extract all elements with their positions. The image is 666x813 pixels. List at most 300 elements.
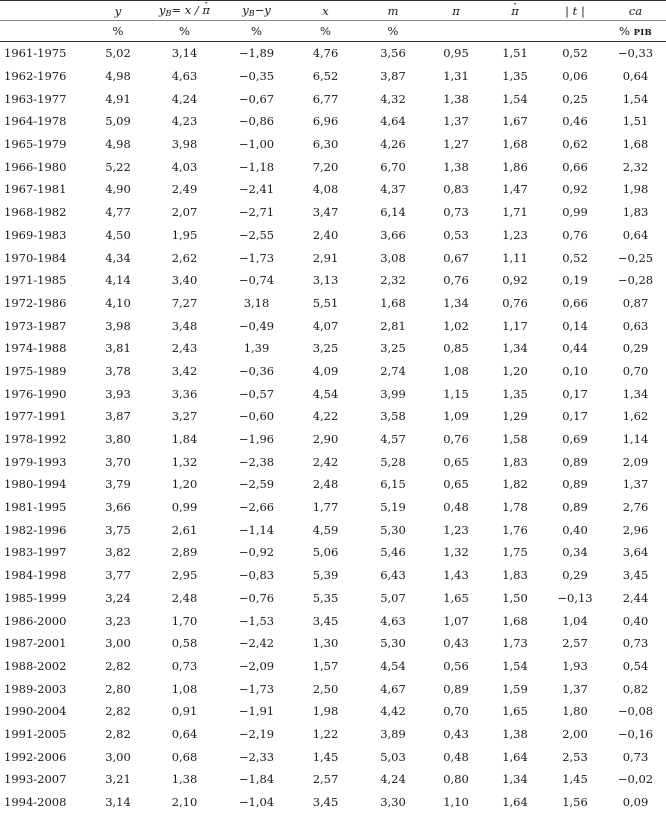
unit-pi [427, 21, 485, 42]
value-cell: 3,40 [148, 269, 221, 292]
header-row-variables [0, 1, 666, 21]
value-cell: −0,35 [221, 65, 292, 88]
value-cell: 1,35 [485, 65, 545, 88]
period-cell: 1983-1997 [0, 541, 88, 564]
value-cell: 5,02 [88, 42, 148, 65]
value-cell: 1,32 [148, 450, 221, 473]
header-y: y [88, 1, 148, 21]
value-cell: 1,78 [485, 496, 545, 519]
value-cell: 0,40 [605, 609, 666, 632]
value-cell: 4,91 [88, 87, 148, 110]
value-cell: 0,70 [605, 360, 666, 383]
value-cell: 4,23 [148, 110, 221, 133]
value-cell: 2,82 [88, 655, 148, 678]
table-body [0, 42, 666, 813]
value-cell: 3,36 [148, 382, 221, 405]
table-row [0, 87, 666, 110]
value-cell: 3,08 [359, 246, 427, 269]
value-cell: 1,23 [427, 518, 485, 541]
value-cell: 3,98 [88, 314, 148, 337]
value-cell: 2,00 [545, 723, 605, 746]
value-cell: 0,43 [427, 723, 485, 746]
period-cell: 1991-2005 [0, 723, 88, 746]
value-cell: 1,98 [292, 700, 359, 723]
value-cell: 0,48 [427, 745, 485, 768]
table-row [0, 110, 666, 133]
value-cell: −0,92 [221, 541, 292, 564]
value-cell: 2,89 [148, 541, 221, 564]
value-cell: 5,35 [292, 587, 359, 610]
value-cell: 1,45 [292, 745, 359, 768]
value-cell: 1,58 [485, 428, 545, 451]
value-cell: 0,99 [148, 496, 221, 519]
value-cell: 1,93 [545, 655, 605, 678]
period-cell: 1989-2003 [0, 677, 88, 700]
value-cell: 0,80 [427, 768, 485, 791]
value-cell: 4,24 [359, 768, 427, 791]
header-abs-t: | t | [545, 1, 605, 21]
value-cell: 6,96 [292, 110, 359, 133]
value-cell: 1,31 [427, 65, 485, 88]
value-cell: 1,54 [485, 655, 545, 678]
value-cell: 0,29 [545, 564, 605, 587]
value-cell: 1,57 [292, 655, 359, 678]
value-cell: 5,30 [359, 518, 427, 541]
value-cell: 5,46 [359, 541, 427, 564]
value-cell: 0,66 [545, 155, 605, 178]
value-cell: 0,69 [545, 428, 605, 451]
value-cell: −1,00 [221, 133, 292, 156]
period-cell: 1981-1995 [0, 496, 88, 519]
table-row [0, 587, 666, 610]
value-cell: 2,44 [605, 587, 666, 610]
table-row [0, 155, 666, 178]
period-cell: 1972-1986 [0, 292, 88, 315]
table-row [0, 745, 666, 768]
value-cell: 1,22 [292, 723, 359, 746]
value-cell: 1,83 [485, 450, 545, 473]
value-cell: 5,03 [359, 745, 427, 768]
value-cell: 0,73 [605, 632, 666, 655]
period-cell: 1990-2004 [0, 700, 88, 723]
value-cell: 0,52 [545, 246, 605, 269]
value-cell: 1,17 [485, 314, 545, 337]
value-cell: 1,37 [605, 473, 666, 496]
value-cell: 3,75 [88, 518, 148, 541]
value-cell: 4,03 [148, 155, 221, 178]
value-cell: 5,22 [88, 155, 148, 178]
value-cell: 1,59 [485, 677, 545, 700]
value-cell: 1,77 [292, 496, 359, 519]
period-cell: 1961-1975 [0, 42, 88, 65]
header-yb-formula-text: $y_B= x$ / · π [159, 3, 210, 17]
value-cell: 3,25 [359, 337, 427, 360]
table-row [0, 496, 666, 519]
value-cell: −1,89 [221, 42, 292, 65]
value-cell: 4,37 [359, 178, 427, 201]
header-yb-formula [148, 1, 221, 21]
value-cell: 0,89 [545, 473, 605, 496]
value-cell: 6,77 [292, 87, 359, 110]
value-cell: 0,89 [545, 450, 605, 473]
value-cell: −1,73 [221, 246, 292, 269]
value-cell: 0,53 [427, 224, 485, 247]
unit-period [0, 21, 88, 42]
value-cell: 1,80 [545, 700, 605, 723]
value-cell: 0,73 [148, 655, 221, 678]
value-cell: 1,20 [485, 360, 545, 383]
value-cell: 5,09 [88, 110, 148, 133]
value-cell: 1,38 [427, 87, 485, 110]
value-cell: 3,45 [292, 609, 359, 632]
value-cell: 3,24 [88, 587, 148, 610]
value-cell: 0,76 [427, 428, 485, 451]
value-cell: 1,83 [605, 201, 666, 224]
value-cell: 1,34 [485, 337, 545, 360]
table-row [0, 632, 666, 655]
value-cell: −0,49 [221, 314, 292, 337]
value-cell: −2,55 [221, 224, 292, 247]
value-cell: 5,06 [292, 541, 359, 564]
value-cell: 0,89 [545, 496, 605, 519]
value-cell: 1,08 [427, 360, 485, 383]
table-row [0, 269, 666, 292]
value-cell: 3,58 [359, 405, 427, 428]
value-cell: 6,70 [359, 155, 427, 178]
value-cell: −0,83 [221, 564, 292, 587]
value-cell: 4,42 [359, 700, 427, 723]
value-cell: 3,47 [292, 201, 359, 224]
value-cell: 3,23 [88, 609, 148, 632]
value-cell: 4,10 [88, 292, 148, 315]
value-cell: 3,42 [148, 360, 221, 383]
value-cell: 1,83 [485, 564, 545, 587]
value-cell: 5,19 [359, 496, 427, 519]
value-cell: 1,47 [485, 178, 545, 201]
value-cell: 4,22 [292, 405, 359, 428]
value-cell: −0,08 [605, 700, 666, 723]
value-cell: 3,82 [88, 541, 148, 564]
period-cell: 1985-1999 [0, 587, 88, 610]
table-row [0, 655, 666, 678]
value-cell: 1,38 [148, 768, 221, 791]
value-cell: 6,14 [359, 201, 427, 224]
value-cell: 4,34 [88, 246, 148, 269]
header-m: m [359, 1, 427, 21]
period-cell: 1980-1994 [0, 473, 88, 496]
value-cell: 0,65 [427, 450, 485, 473]
table-row [0, 360, 666, 383]
value-cell: 3,45 [292, 791, 359, 813]
value-cell: 0,68 [148, 745, 221, 768]
unit-pi-dot [485, 21, 545, 42]
value-cell: −2,41 [221, 178, 292, 201]
value-cell: 0,92 [485, 269, 545, 292]
value-cell: 1,84 [148, 428, 221, 451]
header-ca: ca [605, 1, 666, 21]
value-cell: 1,64 [485, 791, 545, 813]
value-cell: 0,89 [427, 677, 485, 700]
period-cell: 1963-1977 [0, 87, 88, 110]
value-cell: −1,91 [221, 700, 292, 723]
value-cell: 0,14 [545, 314, 605, 337]
value-cell: 6,30 [292, 133, 359, 156]
value-cell: 5,30 [359, 632, 427, 655]
value-cell: 1,15 [427, 382, 485, 405]
value-cell: 4,98 [88, 65, 148, 88]
value-cell: 1,75 [485, 541, 545, 564]
header-pi: π [427, 1, 485, 21]
value-cell: 2,42 [292, 450, 359, 473]
unit-y: % [88, 21, 148, 42]
value-cell: 4,26 [359, 133, 427, 156]
table-row [0, 723, 666, 746]
value-cell: 4,09 [292, 360, 359, 383]
value-cell: 1,76 [485, 518, 545, 541]
value-cell: 1,51 [485, 42, 545, 65]
unit-m: % [359, 21, 427, 42]
value-cell: 1,68 [359, 292, 427, 315]
header-yb-minus-y-text: $y_B-y$ [242, 3, 271, 17]
period-cell: 1986-2000 [0, 609, 88, 632]
table-row [0, 768, 666, 791]
value-cell: 0,48 [427, 496, 485, 519]
value-cell: 4,57 [359, 428, 427, 451]
value-cell: 3,00 [88, 745, 148, 768]
value-cell: 0,73 [605, 745, 666, 768]
value-cell: 0,52 [545, 42, 605, 65]
value-cell: 3,99 [359, 382, 427, 405]
value-cell: −1,18 [221, 155, 292, 178]
table-row [0, 42, 666, 65]
value-cell: 5,51 [292, 292, 359, 315]
value-cell: −0,67 [221, 87, 292, 110]
table-row [0, 518, 666, 541]
value-cell: 2,48 [148, 587, 221, 610]
value-cell: 4,54 [359, 655, 427, 678]
value-cell: 1,68 [605, 133, 666, 156]
value-cell: 2,40 [292, 224, 359, 247]
value-cell: 3,45 [605, 564, 666, 587]
unit-abs-t [545, 21, 605, 42]
value-cell: 3,25 [292, 337, 359, 360]
value-cell: 1,68 [485, 609, 545, 632]
value-cell: 4,64 [359, 110, 427, 133]
header-row-units [0, 21, 666, 42]
header-x: x [292, 1, 359, 21]
value-cell: −1,84 [221, 768, 292, 791]
value-cell: −1,96 [221, 428, 292, 451]
period-cell: 1974-1988 [0, 337, 88, 360]
value-cell: −0,60 [221, 405, 292, 428]
value-cell: 4,76 [292, 42, 359, 65]
value-cell: 6,52 [292, 65, 359, 88]
value-cell: −0,16 [605, 723, 666, 746]
value-cell: 3,18 [221, 292, 292, 315]
value-cell: 2,09 [605, 450, 666, 473]
value-cell: 2,57 [292, 768, 359, 791]
value-cell: 3,27 [148, 405, 221, 428]
value-cell: 1,37 [545, 677, 605, 700]
period-cell: 1971-1985 [0, 269, 88, 292]
value-cell: 0,83 [427, 178, 485, 201]
value-cell: 1,27 [427, 133, 485, 156]
value-cell: 4,63 [359, 609, 427, 632]
value-cell: 0,40 [545, 518, 605, 541]
period-cell: 1965-1979 [0, 133, 88, 156]
value-cell: 4,67 [359, 677, 427, 700]
period-cell: 1964-1978 [0, 110, 88, 133]
table-row [0, 382, 666, 405]
value-cell: 1,38 [485, 723, 545, 746]
value-cell: 3,00 [88, 632, 148, 655]
value-cell: −2,09 [221, 655, 292, 678]
value-cell: −0,02 [605, 768, 666, 791]
value-cell: 3,93 [88, 382, 148, 405]
table-row [0, 201, 666, 224]
value-cell: 3,89 [359, 723, 427, 746]
value-cell: 4,14 [88, 269, 148, 292]
value-cell: 1,67 [485, 110, 545, 133]
value-cell: 0,95 [427, 42, 485, 65]
value-cell: 4,98 [88, 133, 148, 156]
value-cell: 7,27 [148, 292, 221, 315]
value-cell: 0,43 [427, 632, 485, 655]
value-cell: 4,07 [292, 314, 359, 337]
value-cell: 0,25 [545, 87, 605, 110]
value-cell: 0,85 [427, 337, 485, 360]
table-row [0, 178, 666, 201]
value-cell: 0,09 [605, 791, 666, 813]
value-cell: 4,59 [292, 518, 359, 541]
value-cell: 0,64 [148, 723, 221, 746]
value-cell: 3,64 [605, 541, 666, 564]
table-row [0, 677, 666, 700]
value-cell: 1,34 [485, 768, 545, 791]
value-cell: 1,98 [605, 178, 666, 201]
value-cell: −0,74 [221, 269, 292, 292]
value-cell: −0,25 [605, 246, 666, 269]
value-cell: 1,04 [545, 609, 605, 632]
table-row [0, 450, 666, 473]
value-cell: 3,14 [88, 791, 148, 813]
value-cell: 1,43 [427, 564, 485, 587]
header-yb-minus-y [221, 1, 292, 21]
value-cell: 3,80 [88, 428, 148, 451]
value-cell: −2,71 [221, 201, 292, 224]
value-cell: −0,76 [221, 587, 292, 610]
value-cell: 1,11 [485, 246, 545, 269]
value-cell: 3,13 [292, 269, 359, 292]
value-cell: −0,13 [545, 587, 605, 610]
value-cell: 5,07 [359, 587, 427, 610]
value-cell: 0,10 [545, 360, 605, 383]
value-cell: 3,66 [359, 224, 427, 247]
value-cell: 2,32 [359, 269, 427, 292]
value-cell: 1,62 [605, 405, 666, 428]
value-cell: 4,50 [88, 224, 148, 247]
table-row [0, 133, 666, 156]
table-row [0, 541, 666, 564]
period-cell: 1970-1984 [0, 246, 88, 269]
value-cell: 3,78 [88, 360, 148, 383]
value-cell: 0,76 [485, 292, 545, 315]
unit-yb-minus-y: % [221, 21, 292, 42]
value-cell: 1,64 [485, 745, 545, 768]
period-cell: 1988-2002 [0, 655, 88, 678]
value-cell: 1,50 [485, 587, 545, 610]
value-cell: 1,20 [148, 473, 221, 496]
value-cell: 1,51 [605, 110, 666, 133]
value-cell: 2,81 [359, 314, 427, 337]
value-cell: −2,66 [221, 496, 292, 519]
value-cell: 1,54 [485, 87, 545, 110]
period-cell: 1994-2008 [0, 791, 88, 813]
value-cell: 1,65 [485, 700, 545, 723]
value-cell: 2,57 [545, 632, 605, 655]
value-cell: 1,68 [485, 133, 545, 156]
table-row [0, 224, 666, 247]
table-row [0, 65, 666, 88]
period-cell: 1987-2001 [0, 632, 88, 655]
value-cell: 0,92 [545, 178, 605, 201]
value-cell: 3,66 [88, 496, 148, 519]
value-cell: 2,48 [292, 473, 359, 496]
value-cell: 2,96 [605, 518, 666, 541]
value-cell: 2,76 [605, 496, 666, 519]
value-cell: 3,81 [88, 337, 148, 360]
unit-ca: % PIB [605, 21, 666, 42]
value-cell: 0,44 [545, 337, 605, 360]
value-cell: 2,95 [148, 564, 221, 587]
value-cell: 2,43 [148, 337, 221, 360]
value-cell: 1,08 [148, 677, 221, 700]
value-cell: 1,34 [427, 292, 485, 315]
period-cell: 1968-1982 [0, 201, 88, 224]
value-cell: 3,79 [88, 473, 148, 496]
table-row [0, 428, 666, 451]
table-row [0, 473, 666, 496]
value-cell: 2,49 [148, 178, 221, 201]
value-cell: −1,73 [221, 677, 292, 700]
header-period [0, 1, 88, 21]
table-row [0, 292, 666, 315]
value-cell: 4,77 [88, 201, 148, 224]
unit-x: % [292, 21, 359, 42]
value-cell: 0,70 [427, 700, 485, 723]
value-cell: 0,34 [545, 541, 605, 564]
value-cell: 3,70 [88, 450, 148, 473]
value-cell: 1,35 [485, 382, 545, 405]
value-cell: 2,74 [359, 360, 427, 383]
table-row [0, 609, 666, 632]
value-cell: 1,39 [221, 337, 292, 360]
value-cell: −2,19 [221, 723, 292, 746]
value-cell: 5,39 [292, 564, 359, 587]
value-cell: −2,33 [221, 745, 292, 768]
table-row [0, 246, 666, 269]
table-header [0, 1, 666, 42]
value-cell: 1,95 [148, 224, 221, 247]
value-cell: 0,64 [605, 65, 666, 88]
period-cell: 1984-1998 [0, 564, 88, 587]
period-cell: 1977-1991 [0, 405, 88, 428]
value-cell: 0,56 [427, 655, 485, 678]
value-cell: 0,76 [427, 269, 485, 292]
value-cell: 0,76 [545, 224, 605, 247]
value-cell: 3,21 [88, 768, 148, 791]
value-cell: 1,82 [485, 473, 545, 496]
